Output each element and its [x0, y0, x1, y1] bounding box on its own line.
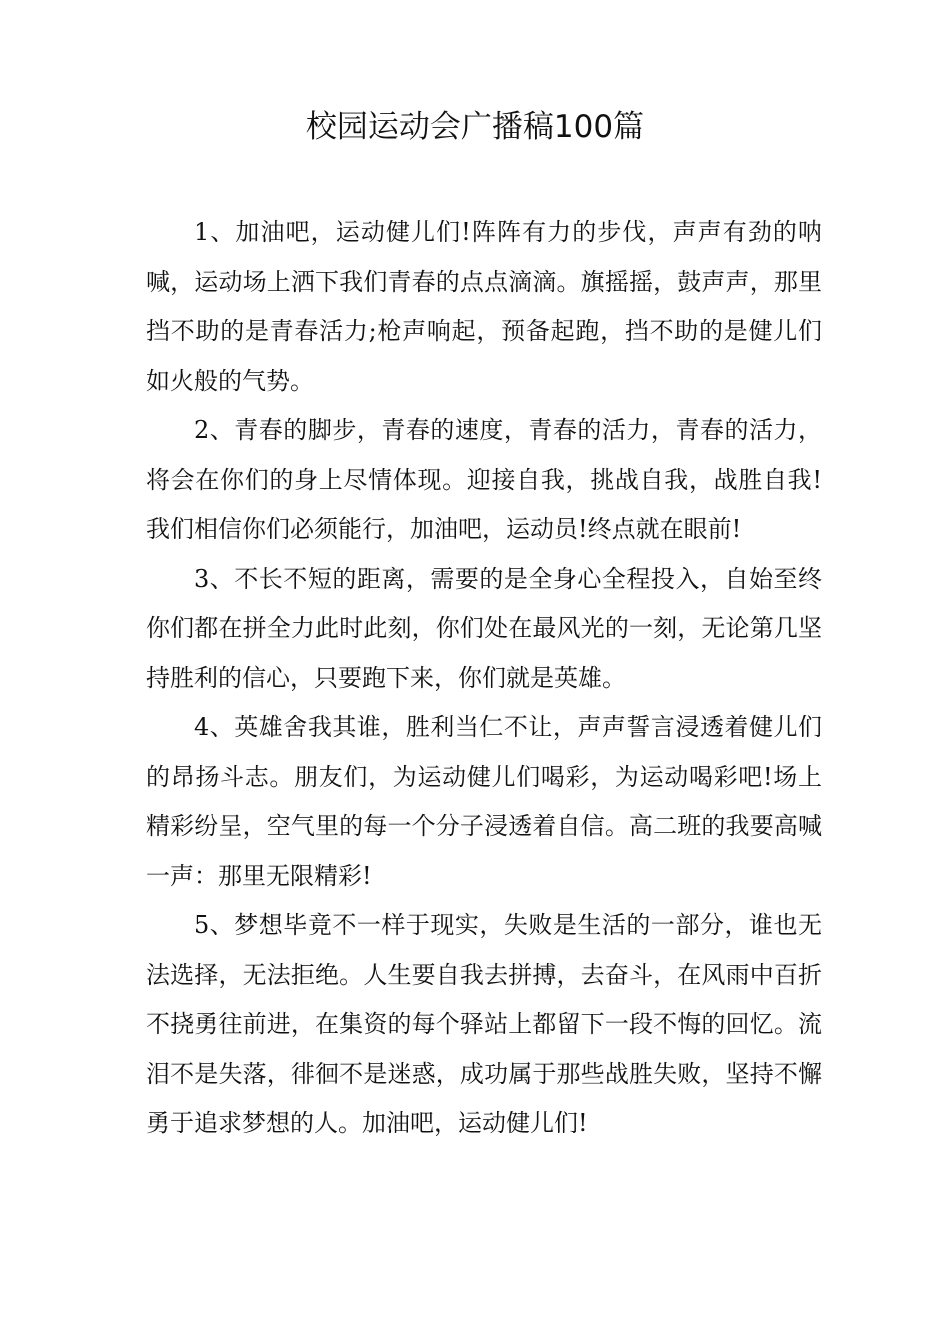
- paragraph-1: 1、加油吧，运动健儿们!阵阵有力的步伐，声声有劲的呐喊，运动场上洒下我们青春的点点滴滴。旗摇摇，鼓声声，那里挡不助的是青春活力;枪声响起，预备起跑，挡不助的是健儿们如火般的气势。: [146, 218, 822, 395]
- document-body: [146, 208, 822, 1149]
- paragraph-3: 3、不长不短的距离，需要的是全身心全程投入，自始至终你们都在拼全力此时此刻，你们处在最风光的一刻，无论第几坚持胜利的信心，只要跑下来，你们就是英雄。: [146, 564, 822, 692]
- document-title: 校园运动会广播稿100篇: [305, 109, 645, 145]
- paragraph-2: 2、青春的脚步，青春的速度，青春的活力，青春的活力，将会在你们的身上尽情体现。迎接自我，挑战自我，战胜自我!我们相信你们必须能行，加油吧，运动员!终点就在眼前!: [146, 416, 822, 543]
- paragraph-4: 4、英雄舍我其谁，胜利当仁不让，声声誓言浸透着健儿们的昂扬斗志。朋友们，为运动健儿们喝彩，为运动喝彩吧!场上精彩纷呈，空气里的每一个分子浸透着自信。高二班的我要高喊一声：那里无限精彩!: [146, 713, 822, 890]
- paragraph-5: 5、梦想毕竟不一样于现实，失败是生活的一部分，谁也无法选择，无法拒绝。人生要自我去拼搏，去奋斗，在风雨中百折不挠勇往前进，在集资的每个驿站上都留下一段不悔的回忆。流泪不是失落，徘徊不是迷惑，成功属于那些战胜失败，坚持不懈勇于追求梦想的人。加油吧，运动健儿们!: [146, 911, 822, 1137]
